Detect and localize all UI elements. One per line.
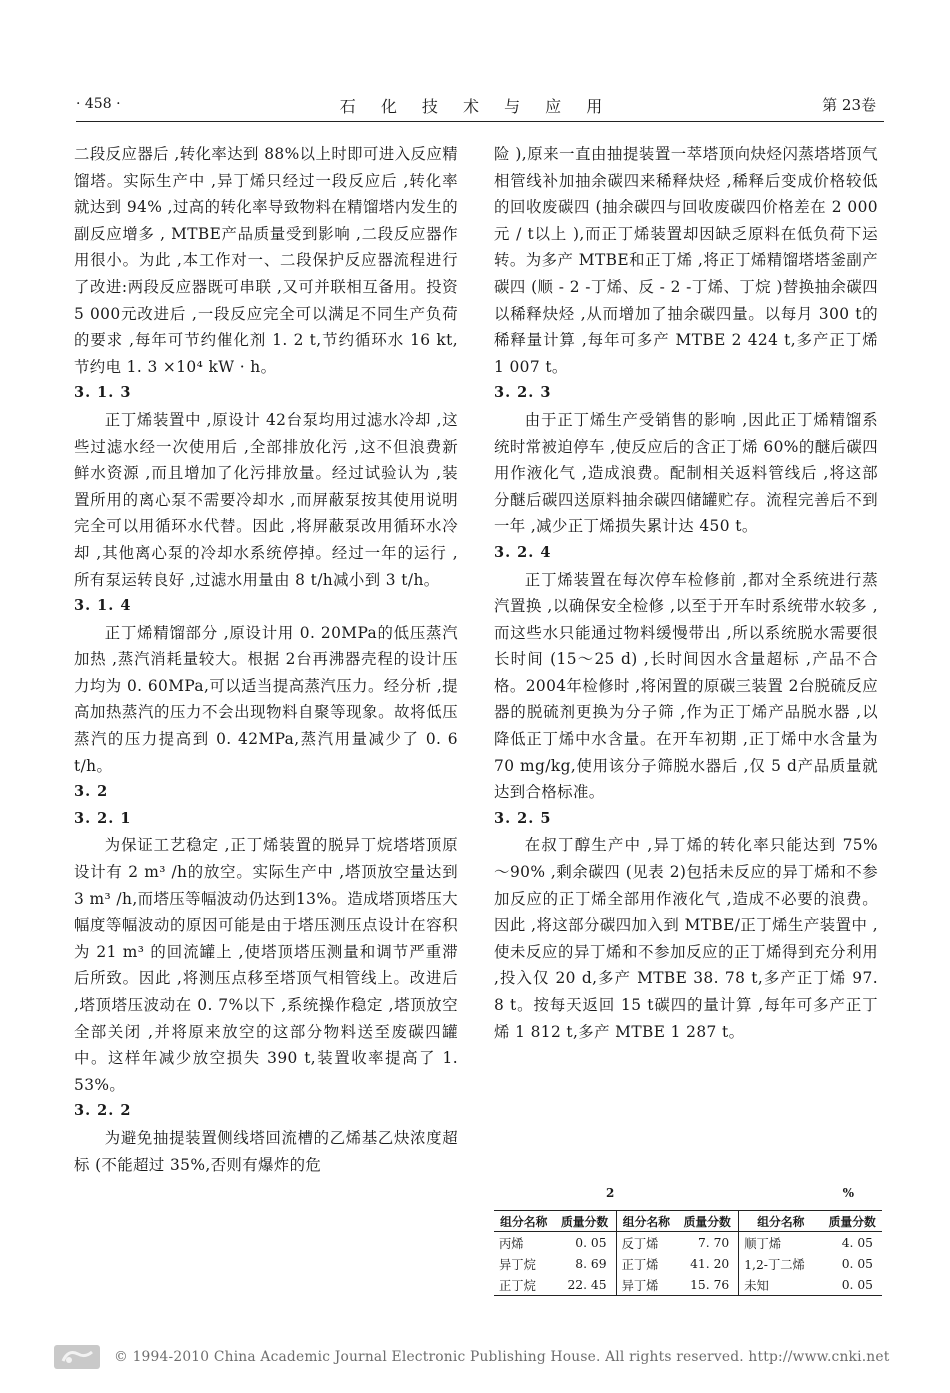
mass-fraction: 0. 05 xyxy=(841,1277,873,1292)
journal-title: 石 化 技 术 与 应 用 xyxy=(339,97,613,116)
component-name: 异丁烷 xyxy=(499,1257,536,1272)
table-row xyxy=(494,1253,882,1274)
component-name: 正丁烯 xyxy=(616,1253,676,1274)
mass-fraction: 8. 69 xyxy=(575,1256,607,1271)
body-paragraph: 为避免抽提装置侧线塔回流槽的乙烯基乙炔浓度超标 (不能超过 35%,否则有爆炸的危 xyxy=(74,1128,458,1174)
volume-label: 第 23卷 xyxy=(822,96,876,114)
table-number: 2 xyxy=(606,1186,615,1200)
header-rule xyxy=(76,121,884,122)
section-number: 3. 2. 4 xyxy=(494,543,552,561)
right-column xyxy=(494,141,878,1045)
table-unit: % xyxy=(842,1186,854,1200)
body-paragraph: 在叔丁醇生产中 ,异丁烯的转化率只能达到 75% ～90% ,剩余碳四 (见表 2)包括未反应的异丁烯和不参加反应的正丁烯全部用作液化气 ,造成不必要的浪费。因此 ,将这部分碳四加入到 MTBE/正丁烯生产装置中 ,使未反应的异丁烯和不参加反应的正丁烯得到充分利用 ,投入仅 20 d,多产 MTBE 38. 78 t,多产正丁烯 97. 8 t。按每天返回 15 t碳四的量计算 ,每年可多产正丁烯 1 812 t,多产 MTBE 1 287 t。 xyxy=(494,836,878,1041)
component-name: 未知 xyxy=(739,1274,823,1296)
col-header: 组分名称 xyxy=(616,1211,676,1232)
table-header-row xyxy=(494,1211,882,1232)
body-paragraph: 由于正丁烯生产受销售的影响 ,因此正丁烯精馏系统时常被迫停车 ,使反应后的含正丁烯 60%的醚后碳四用作液化气 ,造成浪费。配制相关返料管线后 ,将这部分醚后碳四送原料抽余碳四储罐贮存。流程完善后不到一年 ,减少正丁烯损失累计达 450 t。 xyxy=(494,410,878,536)
left-column xyxy=(74,141,458,1178)
table-2 xyxy=(494,1184,882,1296)
mass-fraction: 0. 05 xyxy=(575,1235,607,1250)
section-number: 3. 2. 1 xyxy=(74,809,132,827)
col-header: 质量分数 xyxy=(822,1211,882,1232)
page-footer xyxy=(54,1343,890,1371)
mass-fraction: 0. 05 xyxy=(841,1256,873,1271)
component-name: 异丁烯 xyxy=(616,1274,676,1296)
body-paragraph: 二段反应器后 ,转化率达到 88%以上时即可进入反应精馏塔。实际生产中 ,异丁烯只经过一段反应后 ,转化率就达到 94% ,过高的转化率导致物料在精馏塔内发生的副反应增多 , MTBE产品质量受到影响 ,二段反应器作用很小。为此 ,本工作对一、二段保护反应器流程进行了改进:两段反应器既可串联 ,又可并联相互备用。投资 5 000元改进后 ,一段反应完全可以满足不同生产负荷的要求 ,每年可节约催化剂 1. 2 t,节约循环水 16 kt,节约电 1. 3 ×10⁴ kW · h。 xyxy=(74,145,458,376)
body-paragraph: 为保证工艺稳定 ,正丁烯装置的脱异丁烷塔塔顶原设计有 2 m³ /h的放空。实际生产中 ,塔顶放空量达到 3 m³ /h,而塔压等幅波动仍达到13%。造成塔顶塔压大幅度等幅波动的原因可能是由于塔压测压点设计在容积为 21 m³ 的回流罐上 ,使塔顶塔压测量和调节严重滞后所致。因此 ,将测压点移至塔顶气相管线上。改进后 ,塔顶塔压波动在 0. 7%以下 ,系统操作稳定 ,塔顶放空全部关闭 ,并将原来放空的这部分物料送至废碳四罐中。这样年减少放空损失 390 t,装置收率提高了 1. 53%。 xyxy=(74,836,458,1094)
mass-fraction: 15. 76 xyxy=(690,1277,730,1292)
component-name: 1,2-丁二烯 xyxy=(739,1253,823,1274)
running-header xyxy=(76,94,876,118)
table-caption xyxy=(494,1184,882,1210)
col-header: 组分名称 xyxy=(494,1211,554,1232)
mass-fraction: 4. 05 xyxy=(841,1235,873,1250)
section-number: 3. 2. 5 xyxy=(494,809,552,827)
body-paragraph: 正丁烯装置中 ,原设计 42台泵均用过滤水冷却 ,这些过滤水经一次使用后 ,全部排放化污 ,这不但浪费新鲜水资源 ,而且增加了化污排放量。经过试验认为 ,装置所用的离心泵不需要冷却水 ,而屏蔽泵按其使用说明完全可以用循环水代替。因此 ,将屏蔽泵改用循环水冷却 ,其他离心泵的冷却水系统停掉。经过一年的运行 ,所有泵运转良好 ,过滤水用量由 8 t/h减小到 3 t/h。 xyxy=(74,410,458,589)
publisher-logo-icon xyxy=(54,1345,100,1369)
copyright-notice: © 1994-2010 China Academic Journal Electronic Publishing House. All rights reserved. http://www.cnki.net xyxy=(114,1349,890,1365)
section-number: 3. 2. 3 xyxy=(494,384,552,402)
table-row xyxy=(494,1232,882,1254)
col-header: 质量分数 xyxy=(554,1211,617,1232)
component-name: 正丁烷 xyxy=(499,1278,536,1293)
page-number: · 458 · xyxy=(76,96,121,112)
section-number: 3. 1. 3 xyxy=(74,384,132,402)
mass-fraction: 41. 20 xyxy=(690,1256,730,1271)
component-name: 丙烯 xyxy=(499,1236,524,1251)
component-name: 顺丁烯 xyxy=(739,1232,823,1254)
composition-table xyxy=(494,1210,882,1296)
mass-fraction: 7. 70 xyxy=(697,1235,730,1250)
col-header: 质量分数 xyxy=(676,1211,739,1232)
body-paragraph: 险 ),原来一直由抽提装置一萃塔顶向炔烃闪蒸塔塔顶气相管线补加抽余碳四来稀释炔烃 ,稀释后变成价格较低的回收废碳四 (抽余碳四与回收废碳四价格差在 2 000元 / t以上 ),而正丁烯装置却因缺乏原料在低负荷下运转。为多产 MTBE和正丁烯 ,将正丁烯精馏塔塔釜副产碳四 (顺 - 2 -丁烯、反 - 2 -丁烯、丁烷 )替换抽余碳四以稀释炔烃 ,从而增加了抽余碳四量。以每月 300 t的稀释量计算 ,每年可多产 MTBE 2 424 t,多产正丁烯 1 007 t。 xyxy=(494,145,878,376)
component-name: 反丁烯 xyxy=(616,1232,676,1254)
mass-fraction: 22. 45 xyxy=(567,1277,607,1292)
section-number: 3. 2. 2 xyxy=(74,1102,132,1120)
section-number: 3. 1. 4 xyxy=(74,597,132,615)
body-paragraph: 正丁烯精馏部分 ,原设计用 0. 20MPa的低压蒸汽加热 ,蒸汽消耗量较大。根据 2台再沸器壳程的设计压力均为 0. 60MPa,可以适当提高蒸汽压力。经分析 ,提高加热蒸汽的压力不会出现物料自聚等现象。故将低压蒸汽的压力提高到 0. 42MPa,蒸汽用量减少了 0. 6 t/h。 xyxy=(74,623,458,775)
table-row xyxy=(494,1274,882,1296)
body-paragraph: 正丁烯装置在每次停车检修前 ,都对全系统进行蒸汽置换 ,以确保安全检修 ,以至于开车时系统带水较多 ,而这些水只能通过物料缓慢带出 ,所以系统脱水需要很长时间 (15～25 d) ,长时间因水含量超标 ,产品不合格。2004年检修时 ,将闲置的原碳三装置 2台脱硫反应器的脱硫剂更换为分子筛 ,作为正丁烯产品脱水器 ,以降低正丁烯中水含量。在开车初期 ,正丁烯中水含量为 70 mg/kg,使用该分子筛脱水器后 ,仅 5 d产品质量就达到合格标准。 xyxy=(494,570,878,802)
col-header: 组分名称 xyxy=(739,1211,823,1232)
section-number: 3. 2 xyxy=(74,783,109,801)
